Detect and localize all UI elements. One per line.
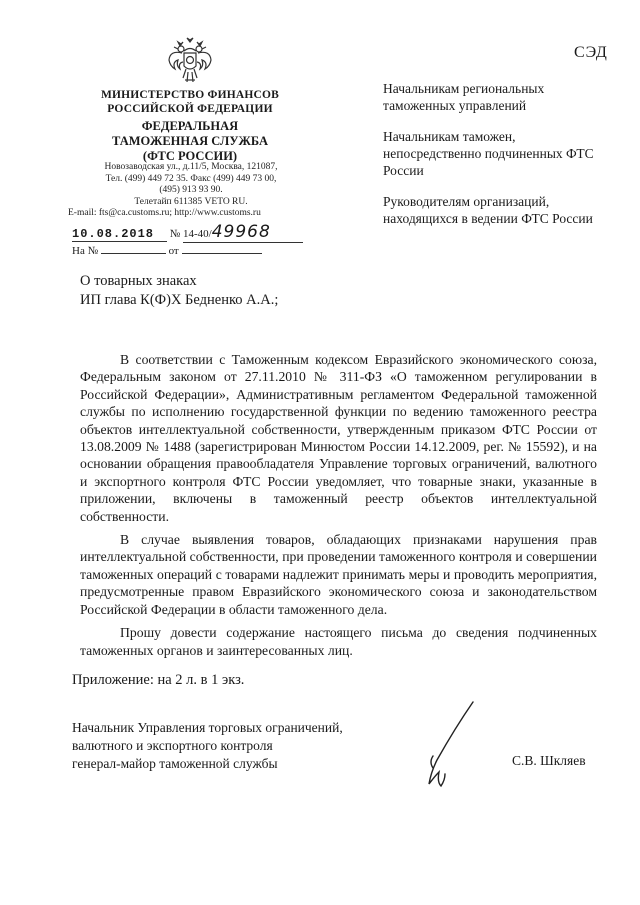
outgoing-registration xyxy=(72,222,303,243)
outgoing-number-prefix: 14-40/ xyxy=(183,228,212,240)
service-line-3: (ФТС РОССИИ) xyxy=(142,149,238,163)
addressee-2: Начальникам таможен, непосредственно подчиненных ФТС России xyxy=(383,129,594,178)
reply-reference xyxy=(72,245,262,257)
reply-number-blank xyxy=(101,253,166,254)
sender-teletype: Телетайп 611385 VETO RU. xyxy=(134,196,248,207)
service-name xyxy=(80,119,300,164)
ministry-name xyxy=(80,88,300,116)
signer-name: С.В. Шкляев xyxy=(512,753,586,768)
outgoing-number-label: № xyxy=(169,228,181,240)
addressee-3: Руководителям организаций, находящихся в ведении ФТС России xyxy=(383,194,593,226)
signer-position-line-1: Начальник Управления торговых ограничений, xyxy=(72,720,343,735)
sed-stamp: СЭД xyxy=(574,44,608,61)
reply-from-label: от xyxy=(168,245,179,257)
body-paragraph-3: Прошу довести содержание настоящего письма до сведения подчиненных таможенных органов и заинтересованных лиц. xyxy=(80,625,597,658)
sender-address: Новозаводская ул., д.11/5, Москва, 121087, xyxy=(104,162,278,172)
outgoing-date: 10.08.2018 xyxy=(72,227,155,241)
sender-contacts xyxy=(80,162,302,208)
signer-position-line-3: генерал-майор таможенной службы xyxy=(72,756,278,771)
letter-body xyxy=(80,351,597,665)
outgoing-number-handwritten: 49968 xyxy=(211,222,271,242)
reply-date-blank xyxy=(182,253,262,254)
service-line-2: ТАМОЖЕННАЯ СЛУЖБА xyxy=(112,134,268,148)
letter-subject xyxy=(80,272,278,310)
sender-phones: Тел. (499) 449 72 35. Факс (499) 449 73 00, xyxy=(105,173,277,184)
service-line-1: ФЕДЕРАЛЬНАЯ xyxy=(141,119,239,133)
subject-line-1: О товарных знаках xyxy=(80,273,197,289)
ministry-line-1: МИНИСТЕРСТВО ФИНАНСОВ xyxy=(100,89,280,101)
signer-position xyxy=(72,719,343,773)
double-headed-eagle-emblem-icon xyxy=(166,36,214,86)
body-paragraph-2: В случае выявления товаров, обладающих признаками нарушения прав интеллектуальной собственности, при проведении таможенного контроля и совершении таможенных операций с товарами надлежит принимать меры и проводить мероприятия, предусмотренные правом Евразийского экономического союза и законодательством Российской Федерации в области таможенного дела. xyxy=(80,532,597,617)
signer-position-line-2: валютного и экспортного контроля xyxy=(72,738,273,753)
addressee-1: Начальникам региональных таможенных управлений xyxy=(383,81,545,113)
body-paragraph-1: В соответствии с Таможенным кодексом Евразийского экономического союза, Федеральным законом от 27.11.2010 № 311-ФЗ «О таможенном регулировании в Российской Федерации», Административным регламентом Федеральной таможенной службы по исполнению государственной функции по ведению таможенного реестра объектов интеллектуальной собственности, утвержденным приказом ФТС России от 13.08.2009 № 1488 (зарегистрирован Минюстом России 14.12.2009, рег. № 15592), и на основании обращения правообладателя Управление торговых ограничений, валютного и экспортного контроля ФТС России уведомляет, что товарные знаки, указанные в приложении, включены в таможенный реестр объектов интеллектуальной собственности. xyxy=(80,352,597,524)
subject-line-2: ИП глава К(Ф)Х Бедненко А.А.; xyxy=(80,292,279,308)
ministry-line-2: РОССИЙСКОЙ ФЕДЕРАЦИИ xyxy=(107,103,273,115)
sender-email: E-mail: fts@ca.customs.ru; http://www.customs.ru xyxy=(68,208,261,218)
handwritten-signature xyxy=(415,698,485,793)
sender-phones-2: (495) 913 93 90. xyxy=(159,185,223,195)
reply-number-label: На № xyxy=(72,245,99,257)
appendix-note: Приложение: на 2 л. в 1 экз. xyxy=(72,672,245,688)
